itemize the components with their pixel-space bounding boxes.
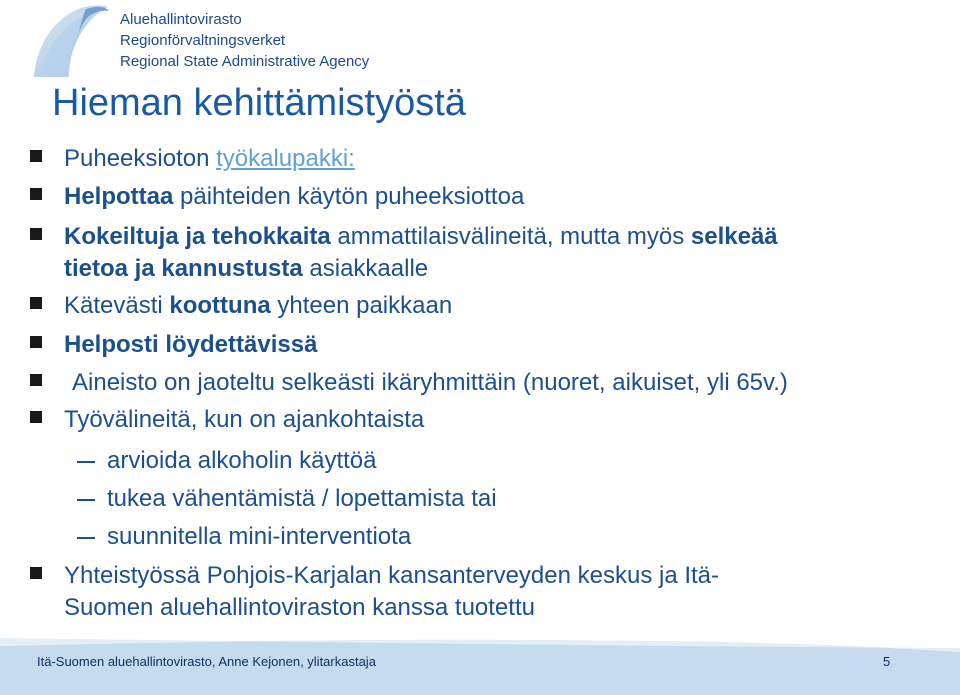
bullet-marker <box>30 228 42 240</box>
agency-name-sv: Regionförvaltningsverket <box>120 32 286 49</box>
bullet-text: ammattilaisvälineitä, mutta myös <box>330 223 691 250</box>
sub-bullet-support: tukea vähentämistä / lopettamista tai <box>107 485 497 512</box>
bullet-age-groups: Aineisto on jaoteltu selkeästi ikäryhmittäin (nuoret, aikuiset, yli 65v.) <box>72 369 788 396</box>
bullet-tested-tools <box>64 221 778 252</box>
bullet-toolkit <box>64 143 355 174</box>
sub-bullet-dash <box>77 537 95 539</box>
sub-bullet-plan: suunnitella mini-interventiota <box>107 523 412 550</box>
bullet-easy-find <box>64 329 317 360</box>
bullet-text: asiakkaalle <box>302 255 429 282</box>
bullet-cooperation-cont: Suomen aluehallintoviraston kanssa tuotettu <box>64 594 535 621</box>
bullet-marker <box>30 297 42 309</box>
sub-bullet-dash <box>77 499 95 501</box>
agency-name-fi: Aluehallintovirasto <box>120 11 242 28</box>
bullet-marker <box>30 567 42 579</box>
bullet-bold-text: tietoa ja kannustusta <box>64 255 303 282</box>
slide-title: Hieman kehittämistyöstä <box>52 82 466 124</box>
bullet-bold-text: koottuna <box>169 292 271 319</box>
bullet-marker <box>30 188 42 200</box>
sub-bullet-assess: arvioida alkoholin käyttöä <box>107 447 377 474</box>
bullet-bold-text: Kokeiltuja ja tehokkaita <box>64 223 331 250</box>
bullet-text: Puheeksioton <box>64 145 217 172</box>
bullet-marker <box>30 336 42 348</box>
bullet-text: Kätevästi <box>64 292 170 319</box>
agency-name <box>120 9 369 72</box>
agency-name-en: Regional State Administrative Agency <box>120 53 370 70</box>
bullet-text: yhteen paikkaan <box>270 292 453 319</box>
bullet-compiled <box>64 290 452 321</box>
avi-logo-icon <box>30 3 110 79</box>
footer-text: Itä-Suomen aluehallintovirasto, Anne Kejonen, ylitarkastaja <box>37 654 376 669</box>
bullet-bold-text: selkeää <box>690 223 778 250</box>
sub-bullet-dash <box>77 461 95 463</box>
bullet-marker <box>30 150 42 162</box>
bullet-bold-text: Helposti löydettävissä <box>64 331 318 358</box>
bullet-tools-when: Työvälineitä, kun on ajankohtaista <box>64 406 425 433</box>
bullet-eases <box>64 181 524 212</box>
bullet-marker <box>30 374 42 386</box>
toolkit-link[interactable]: työkalupakki: <box>216 145 355 172</box>
page-number: 5 <box>883 654 891 669</box>
bullet-cooperation: Yhteistyössä Pohjois-Karjalan kansanterveyden keskus ja Itä- <box>64 562 720 589</box>
bullet-tested-tools-cont <box>64 253 428 284</box>
bullet-bold-text: Helpottaa <box>64 183 174 210</box>
bullet-marker <box>30 411 42 423</box>
bullet-text: päihteiden käytön puheeksiottoa <box>173 183 525 210</box>
